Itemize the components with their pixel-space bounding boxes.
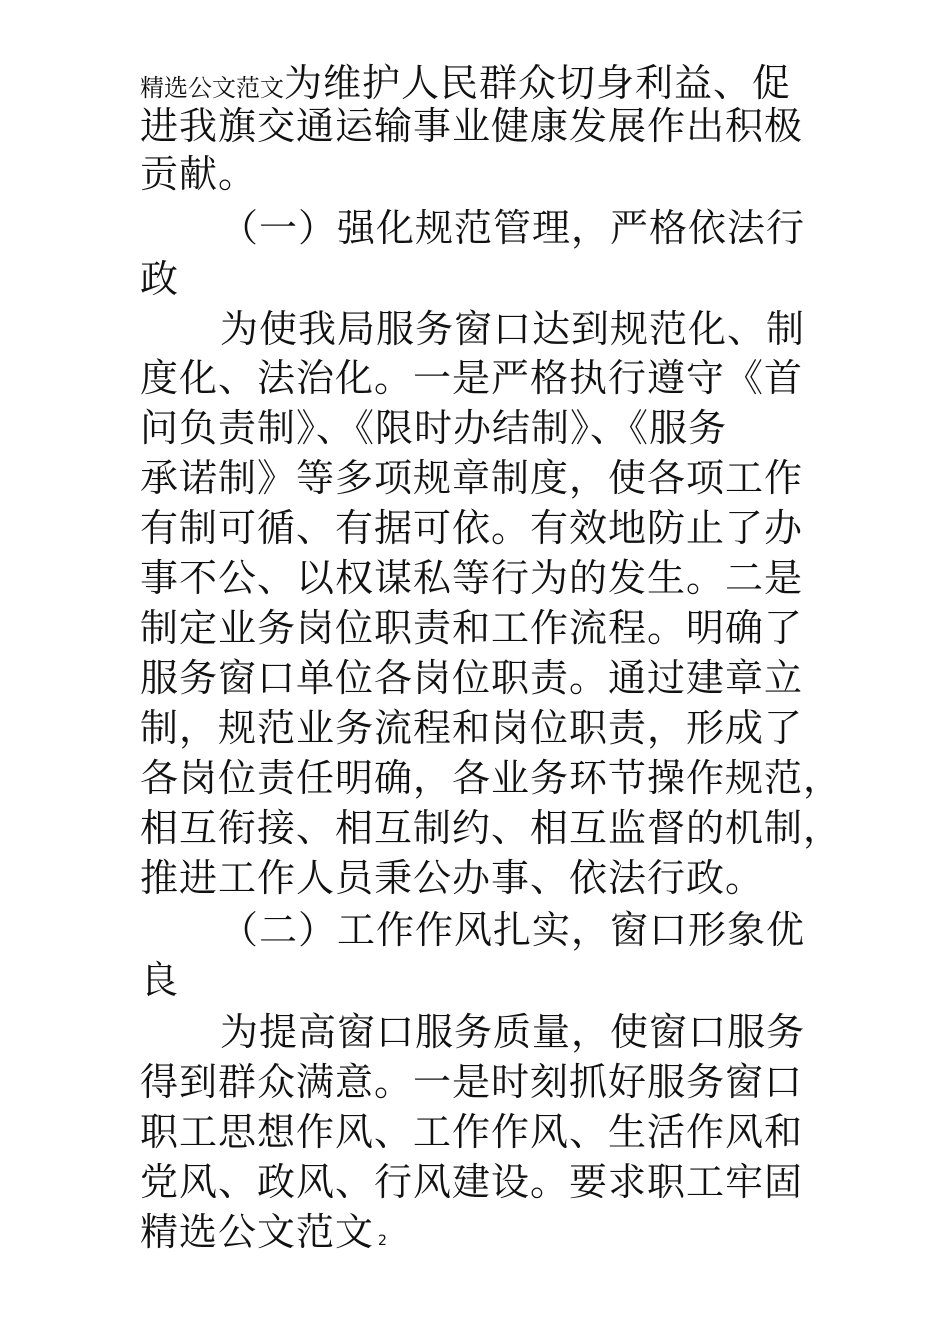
section-heading-2-continued: 良 bbox=[140, 958, 180, 1002]
body-line: 事不公、以权谋私等行为的发生。二是 bbox=[140, 556, 804, 600]
body-line: 得到群众满意。一是时刻抓好服务窗口 bbox=[140, 1060, 804, 1104]
section-heading-1: （一）强化规范管理，严格依法行 bbox=[220, 206, 806, 250]
header-continued-text: 为维护人民群众切身利益、促 bbox=[284, 61, 792, 105]
paragraph-1-first-line: 为使我局服务窗口达到规范化、制 bbox=[220, 307, 806, 351]
body-line: 制，规范业务流程和岗位职责，形成了 bbox=[140, 706, 804, 750]
body-line: 相互衔接、相互制约、相互监督的机制， bbox=[140, 806, 843, 850]
body-line: 度化、法治化。一是严格执行遵守《首 bbox=[140, 356, 804, 400]
body-line: 进我旗交通运输事业健康发展作出积极 bbox=[140, 104, 804, 148]
body-line: 党风、政风、行风建设。要求职工牢固 bbox=[140, 1160, 804, 1204]
body-line: 有制可循、有据可依。有效地防止了办 bbox=[140, 506, 804, 550]
footer-line bbox=[140, 1207, 388, 1266]
body-line: 承诺制》等多项规章制度，使各项工作 bbox=[140, 456, 804, 500]
header-label: 精选公文范文 bbox=[140, 74, 284, 102]
body-line: 职工思想作风、工作作风、生活作风和 bbox=[140, 1110, 804, 1154]
section-heading-2: （二）工作作风扎实，窗口形象优 bbox=[220, 908, 806, 952]
section-heading-1-continued: 政 bbox=[140, 257, 180, 301]
body-line: 推进工作人员秉公办事、依法行政。 bbox=[140, 856, 765, 900]
body-line: 服务窗口单位各岗位职责。通过建章立 bbox=[140, 656, 804, 700]
footer-label: 精选公文范文 bbox=[140, 1210, 375, 1254]
page-number: 2 bbox=[378, 1233, 388, 1249]
body-line: 问负责制》、《限时办结制》、《服务 bbox=[140, 406, 728, 450]
body-line: 各岗位责任明确，各业务环节操作规范， bbox=[140, 756, 843, 800]
paragraph-2-first-line: 为提高窗口服务质量，使窗口服务 bbox=[220, 1010, 806, 1054]
body-line: 贡献。 bbox=[140, 152, 258, 196]
body-line: 制定业务岗位职责和工作流程。明确了 bbox=[140, 606, 804, 650]
